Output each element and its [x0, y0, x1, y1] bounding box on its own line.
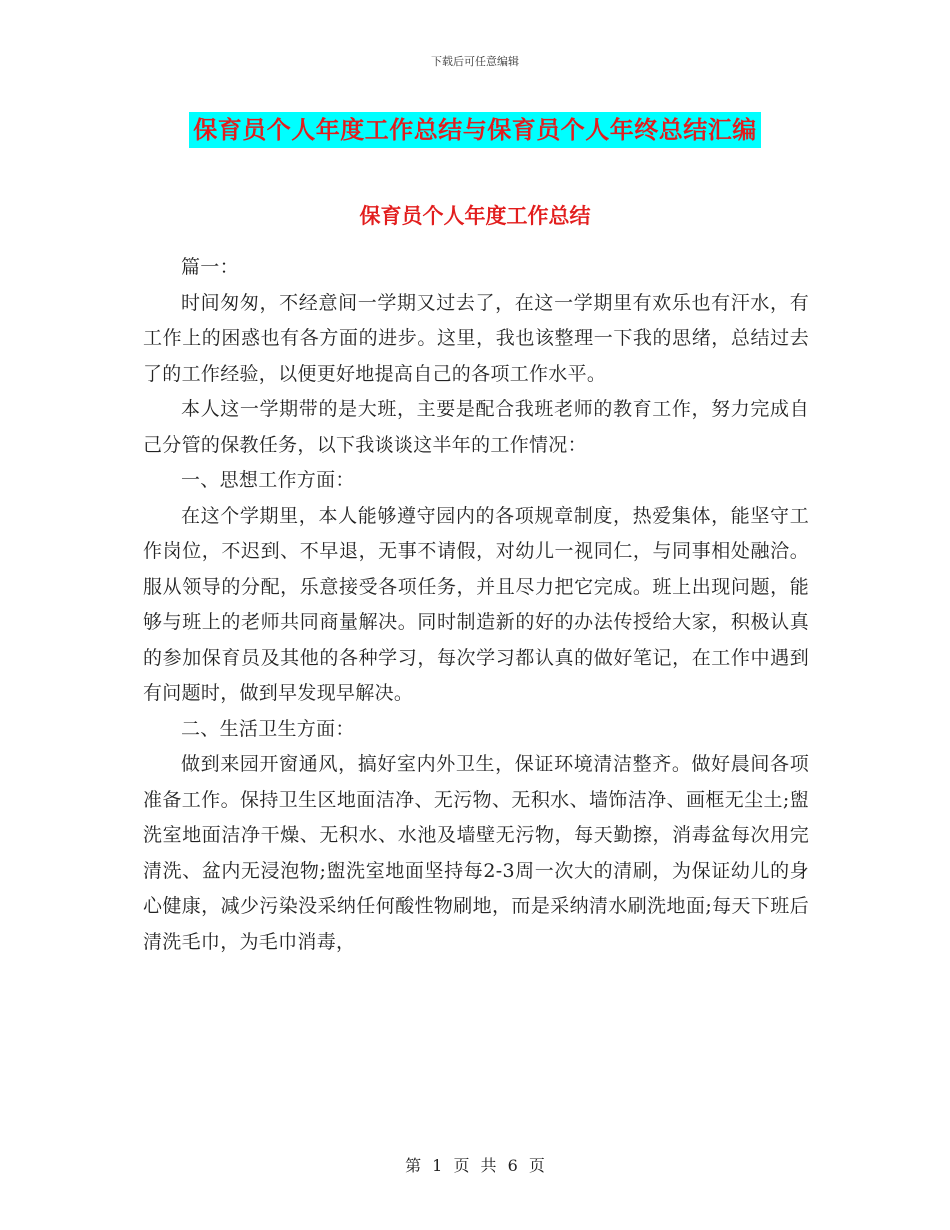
main-title-container	[0, 112, 950, 148]
sub-title: 保育员个人年度工作总结	[359, 204, 591, 228]
document-body	[143, 250, 809, 960]
paragraph-ideology: 在这个学期里，本人能够遵守园内的各项规章制度，热爱集体，能坚守工作岗位，不迟到、不早退，无事不请假，对幼儿一视同仁，与同事相处融洽。服从领导的分配，乐意接受各项任务，并且尽力把它完成。班上出现问题，能够与班上的老师共同商量解决。同时制造新的好的办法传授给大家，积极认真的参加保育员及其他的各种学习，每次学习都认真的做好笔记，在工作中遇到有问题时，做到早发现早解决。	[143, 504, 809, 704]
heading-hygiene: 二、生活卫生方面：	[181, 717, 355, 740]
paragraph-intro: 时间匆匆，不经意间一学期又过去了，在这一学期里有欢乐也有汗水，有工作上的困惑也有各方面的进步。这里，我也该整理一下我的思绪，总结过去了的工作经验，以便更好地提高自己的各项工作水平。	[143, 291, 809, 385]
paragraph-overview: 本人这一学期带的是大班，主要是配合我班老师的教育工作，努力完成自己分管的保教任务，以下我谈谈这半年的工作情况：	[143, 398, 809, 456]
page-number: 第 1 页 共 6 页	[405, 1156, 545, 1175]
paragraph-hygiene: 做到来园开窗通风，搞好室内外卫生，保证环境清洁整齐。做好晨间各项准备工作。保持卫生区地面洁净、无污物、无积水、墙饰洁净、画框无尘土;盥洗室地面洁净干燥、无积水、水池及墙壁无污物，每天勤擦，消毒盆每次用完清洗、盆内无浸泡物;盥洗室地面坚持每2-3周一次大的清刷，为保证幼儿的身心健康，减少污染没采纳任何酸性物刷地，而是采纳清水刷洗地面;每天下班后清洗毛巾，为毛巾消毒，	[143, 753, 809, 953]
main-title: 保育员个人年度工作总结与保育员个人年终总结汇编	[189, 112, 761, 148]
header-note: 下载后可任意编辑	[431, 55, 519, 68]
heading-ideology: 一、思想工作方面：	[181, 469, 355, 491]
paragraph-section-label: 篇一：	[181, 256, 239, 278]
